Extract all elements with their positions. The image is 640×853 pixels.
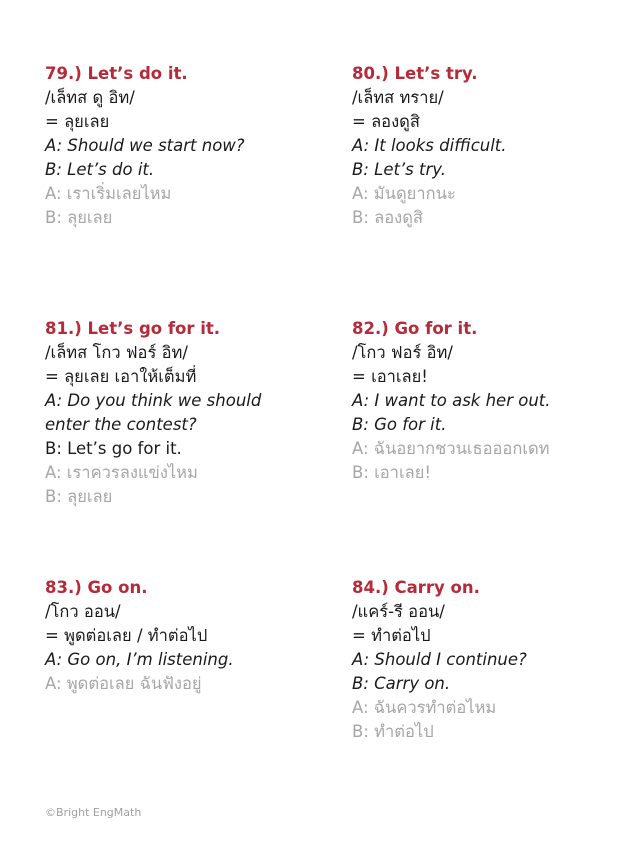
phrase-title: 81.) Let’s go for it. [45,319,221,338]
example-a-th: A: มันดูยากนะ [352,184,456,203]
phrase-card-81 [45,317,335,509]
example-a-en: A: Go on, I’m listening. [45,650,234,669]
pronunciation: /โกว ฟอร์ อิท/ [352,343,453,362]
pronunciation: /เล็ทส ทราย/ [352,88,444,107]
example-b-th: B: ลองดูสิ [352,208,423,227]
meaning: = ลุยเลย [45,112,110,131]
phrase-title: 84.) Carry on. [352,578,480,597]
phrase-card-83 [45,576,335,696]
meaning: = ลองดูสิ [352,112,420,131]
example-a-th: A: ฉันอยากชวนเธอออกเดท [352,439,550,458]
example-a-en: A: It looks difficult. [352,136,507,155]
example-a-th: A: ฉันควรทำต่อไหม [352,698,497,717]
example-b-th: B: ทำต่อไป [352,722,434,741]
example-a-th: A: เราเริ่มเลยไหม [45,184,172,203]
example-b-th: B: ลุยเลย [45,208,113,227]
example-b-en: B: Let’s go for it. [45,439,182,458]
phrase-card-84 [352,576,640,744]
pronunciation: /เล็ทส ดู อิท/ [45,88,135,107]
pronunciation: /เล็ทส โกว ฟอร์ อิท/ [45,343,188,362]
example-a-en-line-2: enter the contest? [45,415,197,434]
copyright-footer: ©Bright EngMath [45,806,142,819]
meaning: = พูดต่อเลย / ทำต่อไป [45,626,208,645]
phrase-title: 79.) Let’s do it. [45,64,188,83]
example-b-th: B: เอาเลย! [352,463,431,482]
example-b-en: B: Let’s try. [352,160,447,179]
example-a-en: A: I want to ask her out. [352,391,551,410]
example-b-en: B: Carry on. [352,674,451,693]
pronunciation: /แคร์-รี ออน/ [352,602,445,621]
meaning: = ลุยเลย เอาให้เต็มที่ [45,367,197,386]
phrase-card-79 [45,62,335,230]
phrase-title: 83.) Go on. [45,578,148,597]
example-a-en-line-1: A: Do you think we should [45,391,262,410]
example-a-th: A: พูดต่อเลย ฉันฟังอยู่ [45,674,202,693]
example-b-en: B: Let’s do it. [45,160,155,179]
meaning: = เอาเลย! [352,367,428,386]
example-b-en: B: Go for it. [352,415,447,434]
example-a-th: A: เราควรลงแข่งไหม [45,463,198,482]
example-a-en: A: Should I continue? [352,650,527,669]
meaning: = ทำต่อไป [352,626,431,645]
phrase-card-82 [352,317,640,485]
phrase-card-80 [352,62,640,230]
phrase-title: 82.) Go for it. [352,319,478,338]
example-b-th: B: ลุยเลย [45,487,113,506]
phrase-title: 80.) Let’s try. [352,64,478,83]
example-a-en: A: Should we start now? [45,136,245,155]
pronunciation: /โกว ออน/ [45,602,121,621]
